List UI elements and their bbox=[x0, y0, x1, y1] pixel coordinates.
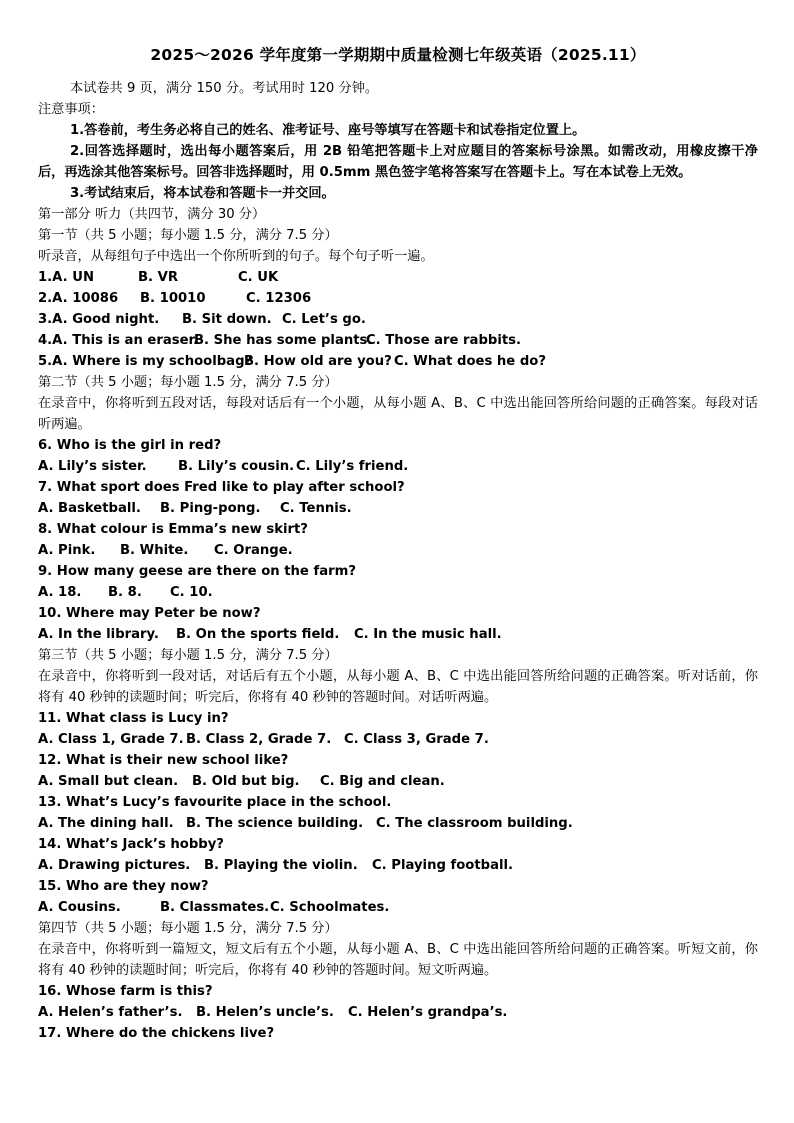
section2-description: 在录音中，你将听到五段对话，每段对话后有一个小题，从每小题 A、B、C 中选出能回答所给问题的正确答案。每段对话听两遍。 bbox=[38, 396, 758, 432]
question-7-options bbox=[38, 498, 758, 519]
option-b: B. Classmates. bbox=[160, 900, 270, 915]
question-13-options bbox=[38, 813, 758, 834]
option-c: C. Let’s go. bbox=[282, 312, 366, 327]
option-b: B. Playing the violin. bbox=[204, 858, 358, 873]
option-b: B. How old are you? bbox=[244, 354, 392, 369]
exam-page bbox=[38, 44, 758, 1044]
option-a: A. Cousins. bbox=[38, 900, 121, 915]
question-16-options bbox=[38, 1002, 758, 1023]
question-12: 12. What is their new school like? bbox=[38, 753, 289, 768]
option-b: B. Old but big. bbox=[192, 774, 300, 789]
question-9-options bbox=[38, 582, 758, 603]
option-a: A. Helen’s father’s. bbox=[38, 1005, 183, 1020]
option-b: B. She has some plants. bbox=[194, 333, 373, 348]
question-14-options bbox=[38, 855, 758, 876]
option-a: A. 18. bbox=[38, 585, 82, 600]
question-10: 10. Where may Peter be now? bbox=[38, 606, 261, 621]
option-c: C. Schoolmates. bbox=[270, 900, 390, 915]
option-c: C. Class 3, Grade 7. bbox=[344, 732, 489, 747]
option-c: C. Helen’s grandpa’s. bbox=[348, 1005, 508, 1020]
option-b: B. White. bbox=[120, 543, 189, 558]
option-a: A. The dining hall. bbox=[38, 816, 174, 831]
option-b: B. 10010 bbox=[140, 291, 206, 306]
question-10-options bbox=[38, 624, 758, 645]
option-a: A. Class 1, Grade 7. bbox=[38, 732, 184, 747]
question-13: 13. What’s Lucy’s favourite place in the school. bbox=[38, 795, 392, 810]
section3-heading: 第三节（共 5 小题；每小题 1.5 分，满分 7.5 分） bbox=[38, 648, 338, 663]
option-c: C. Lily’s friend. bbox=[296, 459, 409, 474]
question-8: 8. What colour is Emma’s new skirt? bbox=[38, 522, 308, 537]
question-2-options bbox=[38, 288, 758, 309]
intro-text: 本试卷共 9 页，满分 150 分。考试用时 120 分钟。 bbox=[70, 81, 379, 96]
option-b: B. Sit down. bbox=[182, 312, 272, 327]
section2-heading: 第二节（共 5 小题；每小题 1.5 分，满分 7.5 分） bbox=[38, 375, 338, 390]
option-a: A. Small but clean. bbox=[38, 774, 179, 789]
option-b: B. Ping-pong. bbox=[160, 501, 261, 516]
option-c: C. Big and clean. bbox=[320, 774, 445, 789]
notice-3: 3.考试结束后，将本试卷和答题卡一并交回。 bbox=[70, 186, 335, 201]
notice-heading: 注意事项： bbox=[38, 102, 104, 117]
option-c: C. What does he do? bbox=[394, 354, 546, 369]
question-17: 17. Where do the chickens live? bbox=[38, 1026, 275, 1041]
option-b: B. Helen’s uncle’s. bbox=[196, 1005, 334, 1020]
question-15: 15. Who are they now? bbox=[38, 879, 209, 894]
question-6-options bbox=[38, 456, 758, 477]
question-3-options bbox=[38, 309, 758, 330]
question-5-options bbox=[38, 351, 758, 372]
section1-description: 听录音，从每组句子中选出一个你所听到的句子。每个句子听一遍。 bbox=[38, 249, 434, 264]
option-a: A. In the library. bbox=[38, 627, 159, 642]
option-a: 5.A. Where is my schoolbag? bbox=[38, 354, 253, 369]
question-4-options bbox=[38, 330, 758, 351]
option-a: A. Pink. bbox=[38, 543, 96, 558]
section1-heading: 第一节（共 5 小题；每小题 1.5 分，满分 7.5 分） bbox=[38, 228, 338, 243]
option-a: A. Drawing pictures. bbox=[38, 858, 191, 873]
section4-heading: 第四节（共 5 小题；每小题 1.5 分，满分 7.5 分） bbox=[38, 921, 338, 936]
option-a: 4.A. This is an eraser. bbox=[38, 333, 199, 348]
question-14: 14. What’s Jack’s hobby? bbox=[38, 837, 224, 852]
question-7: 7. What sport does Fred like to play after school? bbox=[38, 480, 405, 495]
option-b: B. VR bbox=[138, 270, 179, 285]
option-c: C. Tennis. bbox=[280, 501, 352, 516]
option-a: 1.A. UN bbox=[38, 270, 94, 285]
question-15-options bbox=[38, 897, 758, 918]
question-12-options bbox=[38, 771, 758, 792]
page-title: 2025～2026 学年度第一学期期中质量检测七年级英语（2025.11） bbox=[150, 46, 646, 64]
part1-heading: 第一部分 听力（共四节，满分 30 分） bbox=[38, 207, 266, 222]
section4-description: 在录音中，你将听到一篇短文，短文后有五个小题，从每小题 A、B、C 中选出能回答所给问题的正确答案。听短文前，你将有 40 秒钟的读题时间；听完后，你将有 40 秒钟的答题时间。短文听两遍。 bbox=[38, 942, 758, 978]
option-b: B. On the sports field. bbox=[176, 627, 340, 642]
option-b: B. 8. bbox=[108, 585, 142, 600]
option-c: C. UK bbox=[238, 270, 279, 285]
option-b: B. Class 2, Grade 7. bbox=[186, 732, 332, 747]
section3-description: 在录音中，你将听到一段对话，对话后有五个小题，从每小题 A、B、C 中选出能回答所给问题的正确答案。听对话前，你将有 40 秒钟的读题时间；听完后，你将有 40 秒钟的答题时间。对话听两遍。 bbox=[38, 669, 758, 705]
question-6: 6. Who is the girl in red? bbox=[38, 438, 222, 453]
option-a: A. Lily’s sister. bbox=[38, 459, 147, 474]
option-a: 3.A. Good night. bbox=[38, 312, 160, 327]
question-8-options bbox=[38, 540, 758, 561]
question-11-options bbox=[38, 729, 758, 750]
option-c: C. 10. bbox=[170, 585, 213, 600]
option-c: C. Those are rabbits. bbox=[366, 333, 522, 348]
option-a: A. Basketball. bbox=[38, 501, 141, 516]
option-b: B. The science building. bbox=[186, 816, 364, 831]
notice-1: 1.答卷前，考生务必将自己的姓名、准考证号、座号等填写在答题卡和试卷指定位置上。 bbox=[70, 123, 586, 138]
option-c: C. Playing football. bbox=[372, 858, 514, 873]
option-c: C. The classroom building. bbox=[376, 816, 573, 831]
notice-2: 2.回答选择题时，选出每小题答案后，用 2B 铅笔把答题卡上对应题目的答案标号涂黑。如需改动，用橡皮擦干净后，再选涂其他答案标号。回答非选择题时，用 0.5mm 黑色签字笔将答案写在答题卡上。写在本试卷上无效。 bbox=[38, 144, 758, 180]
option-c: C. 12306 bbox=[246, 291, 312, 306]
option-b: B. Lily’s cousin. bbox=[178, 459, 295, 474]
question-16: 16. Whose farm is this? bbox=[38, 984, 213, 999]
question-1-options bbox=[38, 267, 758, 288]
question-11: 11. What class is Lucy in? bbox=[38, 711, 229, 726]
option-c: C. In the music hall. bbox=[354, 627, 502, 642]
question-9: 9. How many geese are there on the farm? bbox=[38, 564, 356, 579]
option-a: 2.A. 10086 bbox=[38, 291, 119, 306]
option-c: C. Orange. bbox=[214, 543, 293, 558]
